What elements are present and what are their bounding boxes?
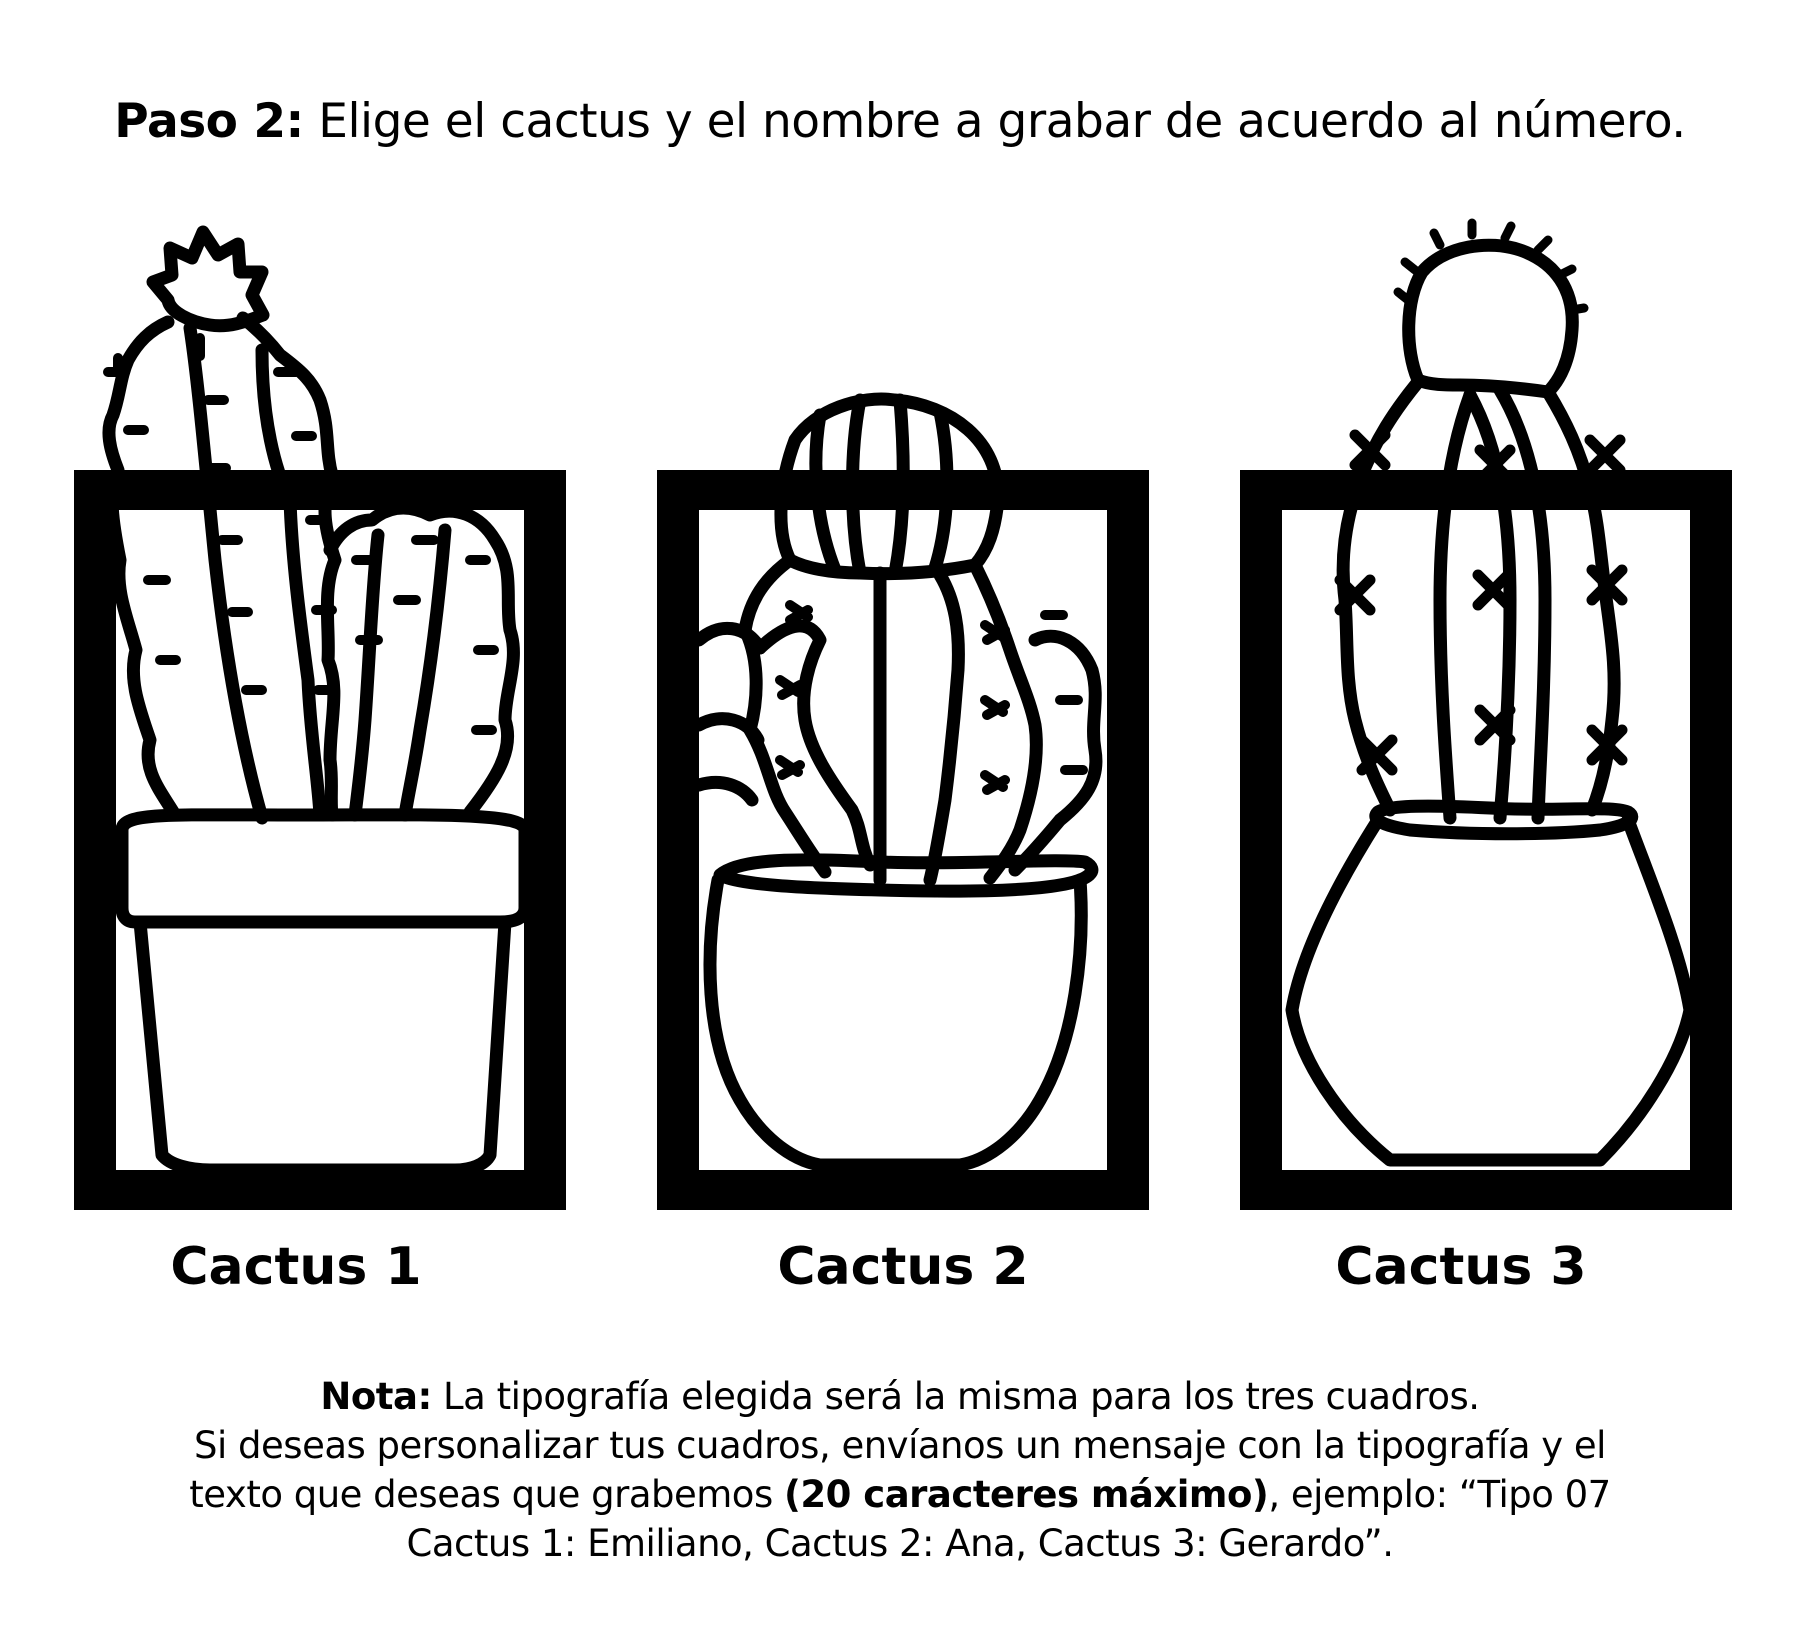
- note-line-1-text: La tipografía elegida será la misma para los tres cuadros.: [443, 1375, 1480, 1418]
- cactus-3-rib-1: [1440, 395, 1470, 818]
- note-line-1: [40, 1372, 1760, 1421]
- cactus-3-label: Cactus 3: [1335, 1237, 1587, 1297]
- note-label: Nota:: [320, 1375, 432, 1418]
- cactus-2-right-inner: [930, 575, 958, 880]
- step-text: Elige el cactus y el nombre a grabar de acuerdo al número.: [318, 94, 1686, 149]
- note-line-3-end: , ejemplo: “Tipo 07: [1268, 1473, 1611, 1516]
- cactus-2-body-right: [975, 565, 1036, 878]
- cactus-1-pot-body: [140, 922, 505, 1170]
- step-label: Paso 2:: [114, 94, 304, 149]
- note-line-4: Cactus 1: Emiliano, Cactus 2: Ana, Cactus 3: Gerardo”.: [406, 1522, 1394, 1565]
- note-line-3-start: texto que deseas que grabemos: [189, 1473, 773, 1516]
- cactus-3-head: [1409, 245, 1573, 392]
- note-line-3: [40, 1470, 1760, 1519]
- cactus-2-pot-rim: [720, 860, 1092, 891]
- cactus-2-body: [745, 560, 825, 872]
- note-paragraph: [40, 1372, 1760, 1568]
- cactus-1-flower: [153, 232, 263, 326]
- cactus-3-pot-body: [1292, 820, 1690, 1160]
- cactus-1-right-arm-rib-2: [405, 530, 445, 815]
- cactus-3-design[interactable]: [1240, 223, 1732, 1210]
- note-line-2: Si deseas personalizar tus cuadros, envíanos un mensaje con la tipografía y el: [194, 1424, 1606, 1467]
- cactus-2-right-lobe: [1015, 636, 1096, 870]
- cactus-1-tall-arm-rib-2: [262, 350, 320, 815]
- cactus-1-tall-arm: [109, 322, 175, 815]
- cactus-1-label: Cactus 1: [170, 1237, 422, 1297]
- frame-2: [657, 470, 1149, 1210]
- cactus-2-design[interactable]: [657, 399, 1149, 1210]
- cactus-2-label: Cactus 2: [777, 1237, 1029, 1297]
- note-character-limit: (20 caracteres máximo): [784, 1473, 1269, 1516]
- cactus-1-design[interactable]: [74, 232, 566, 1210]
- cactus-2-pot-body: [710, 880, 1081, 1165]
- cactus-1-right-arm-rib: [355, 535, 378, 815]
- cactus-2-body-left: [760, 626, 870, 865]
- cactus-1-pot-rim: [122, 815, 525, 922]
